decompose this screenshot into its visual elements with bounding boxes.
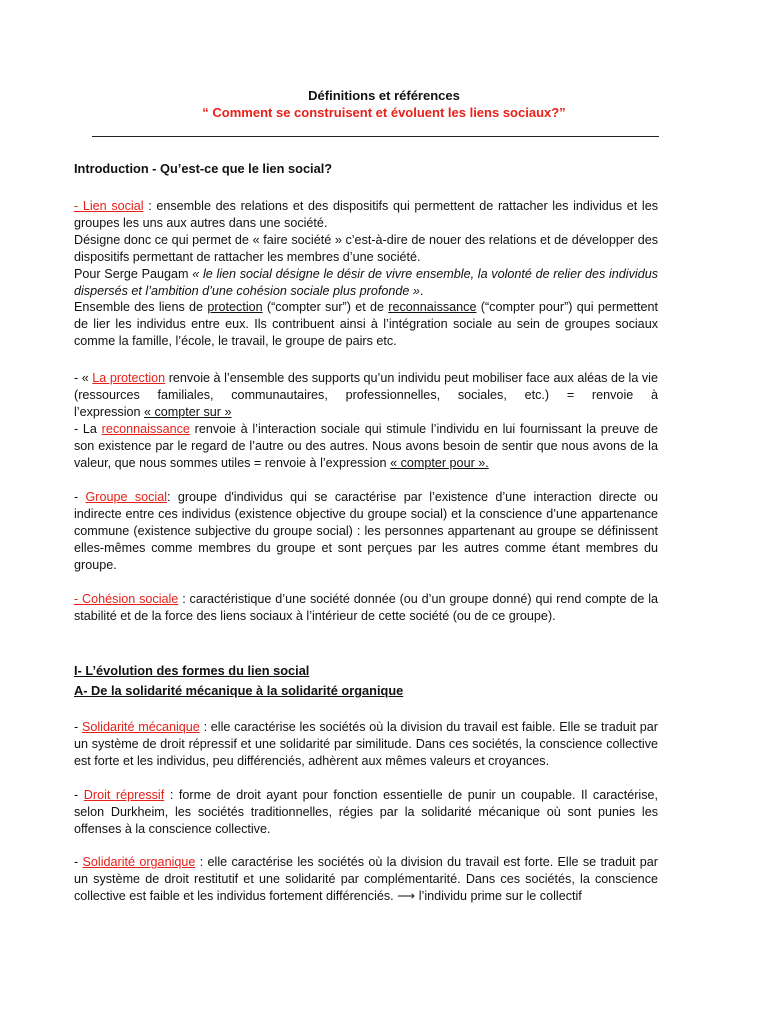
ensemble-text-1: Ensemble des liens de xyxy=(74,300,204,315)
paugam-end: . xyxy=(419,283,424,298)
groupe-social-prefix: - xyxy=(74,490,79,504)
term-droit-repressif: Droit répressif xyxy=(83,788,165,802)
title-divider xyxy=(92,136,659,137)
document-title: Définitions et références xyxy=(308,88,460,103)
term-reconnaissance: reconnaissance xyxy=(101,422,190,436)
expr-compter-sur: « compter sur » xyxy=(144,405,232,419)
term-solidarite-mecanique: Solidarité mécanique xyxy=(81,720,200,734)
protection-text-end: l’expression xyxy=(74,405,141,419)
protection-prefix: - « xyxy=(74,371,89,385)
term-solidarite-organique: Solidarité organique xyxy=(82,855,196,869)
reconnaissance-text: renvoie à l’interaction sociale qui stimule l’individu en lui fournissant la preuve de son existence par le regard de l’autre ou des autres. Nous avons besoin de sentir que nous avons de la valeur, que nous sommes utiles = renvoie à l’expression xyxy=(74,422,659,470)
intro-heading: Introduction - Qu’est-ce que le lien social? xyxy=(74,161,333,176)
ensemble-text-2: (“compter sur”) et de xyxy=(266,300,384,315)
solidarite-organique-text: : elle caractérise les sociétés où la division du travail est forte. Elle se traduit par un système de droit restitutif et une solidarité par complémentarité. Dans ces sociétés, la conscience collective est faible et les individus fortement différenciés. ⟶ l’individu prime sur le collectif xyxy=(74,855,658,903)
droit-repressif-prefix: - xyxy=(74,788,79,802)
section-1-heading: I- L’évolution des formes du lien social xyxy=(74,663,310,678)
ensemble-text-3: (“compter pour”) qui permettent de lier les individus entre eux. Ils contribuent ainsi à l’intégration sociale au sein de groupes sociaux comme la famille, l’école, le travail, le groupe de pairs etc. xyxy=(74,300,659,349)
reconnaissance-definition xyxy=(74,421,658,472)
solidarite-organique-prefix: - xyxy=(74,855,79,869)
groupe-social-definition xyxy=(74,489,658,574)
paugam-lead: Pour Serge Paugam xyxy=(74,266,189,281)
term-cohesion-sociale: - Cohésion sociale xyxy=(74,592,179,606)
droit-repressif-text: : forme de droit ayant pour fonction essentielle de punir un coupable. Il caractérise, selon Durkheim, les sociétés traditionnelles, régies par la solidarité mécanique où sont punies les offenses à la conscience collective. xyxy=(74,788,659,836)
protection-definition-end xyxy=(74,404,658,421)
document-subtitle: “ Comment se construisent et évoluent les liens sociaux?” xyxy=(202,105,566,120)
reconnaissance-prefix: - La xyxy=(74,422,97,436)
solidarite-mecanique-text: : elle caractérise les sociétés où la division du travail est faible. Elle se traduit par un système de droit répressif et une solidarité par similitude. Dans ces sociétés, la conscience collective est forte et les individus, peu différenciés, adhèrent aux mêmes valeurs et croyances. xyxy=(74,720,658,768)
term-groupe-social: Groupe social xyxy=(85,490,168,504)
solidarite-mecanique-definition xyxy=(74,719,658,770)
lien-social-text: : ensemble des relations et des dispositifs qui permettent de rattacher les individus et les groupes les uns aux autres dans une société. xyxy=(74,199,658,230)
protection-text: renvoie à l’ensemble des supports qu’un individu peut mobiliser face aux aléas de la vie (ressources familiales, communautaires, professionnelles, sociales, etc.) = renvoie à xyxy=(74,371,658,402)
solidarite-mecanique-prefix: - xyxy=(74,720,79,734)
solidarite-organique-definition xyxy=(74,854,658,905)
protection-definition xyxy=(74,370,658,404)
section-1a-heading: A- De la solidarité mécanique à la solidarité organique xyxy=(74,683,404,698)
droit-repressif-definition xyxy=(74,787,658,838)
term-protection: La protection xyxy=(92,371,166,385)
expr-compter-pour: « compter pour ». xyxy=(390,455,489,470)
word-protection: protection xyxy=(207,300,263,315)
groupe-social-text: : groupe d'individus qui se caractérise par l’existence d’une interaction directe ou indirecte entre ces individus (existence objective du groupe social) et la conscience d’une appartenance commune (existence subjective du groupe social) : les personnes appartenant au groupe se définissent elles-mêmes comme membres du groupe et sont perçues par les autres comme étant membres du groupe. xyxy=(74,490,658,572)
cohesion-sociale-definition xyxy=(74,591,658,625)
lien-social-text-2: Désigne donc ce qui permet de « faire société » c’est-à-dire de nouer des relations et de développer des dispositifs permettant de rattacher les membres d’une société. xyxy=(74,232,658,264)
paugam-quote: « le lien social désigne le désir de vivre ensemble, la volonté de relier des individus dispersés et l’ambition d’une cohésion sociale plus profonde » xyxy=(74,266,658,298)
term-lien-social: - Lien social xyxy=(74,199,144,213)
word-reconnaissance: reconnaissance xyxy=(388,300,477,315)
lien-social-definition xyxy=(74,198,658,350)
cohesion-sociale-text: : caractéristique d’une société donnée (ou d’un groupe donné) qui rend compte de la stabilité et de la force des liens sociaux à l’intérieur de cette société (ou de ce groupe). xyxy=(74,592,659,623)
